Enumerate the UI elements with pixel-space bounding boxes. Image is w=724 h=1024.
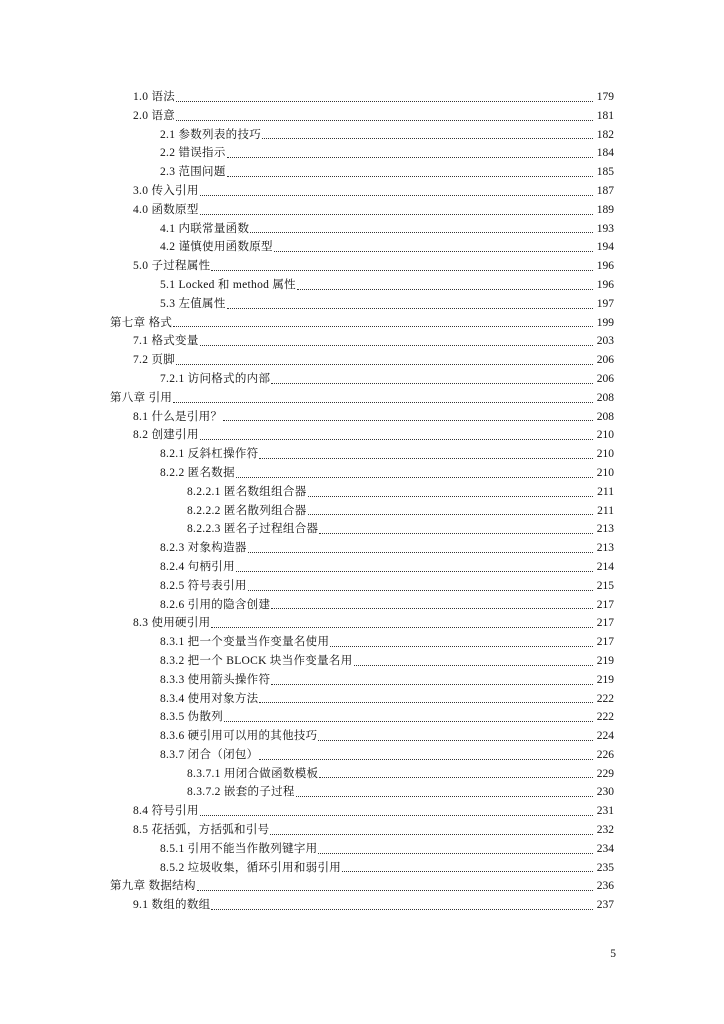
- toc-entry-page: 235: [596, 861, 614, 874]
- toc-entry-title: 第七章 格式: [110, 316, 173, 329]
- toc-entry-page: 194: [596, 241, 614, 254]
- toc-entry-title: 9.1 数组的数组: [133, 899, 211, 912]
- toc-entry-page: 208: [596, 391, 614, 404]
- toc-dot-leader: [296, 796, 593, 797]
- toc-entry-page: 232: [596, 824, 614, 837]
- toc-dot-leader: [227, 176, 593, 177]
- toc-entry[interactable]: [0, 314, 724, 333]
- toc-entry-title: 8.2.1 反斜杠操作符: [160, 448, 259, 461]
- toc-entry-title: 第九章 数据结构: [110, 880, 196, 893]
- toc-entry-page: 213: [596, 523, 614, 536]
- toc-entry-page: 217: [596, 598, 614, 611]
- toc-entry-title: 8.2.2.2 匿名散列组合器: [187, 504, 307, 517]
- toc-entry-page: 206: [596, 354, 614, 367]
- toc-entry-page: 215: [596, 579, 614, 592]
- toc-entry[interactable]: [0, 765, 724, 784]
- toc-entry-title: 5.0 子过程属性: [133, 260, 211, 273]
- toc-entry[interactable]: [0, 727, 724, 746]
- toc-entry-title: 7.2.1 访问格式的内部: [160, 372, 271, 385]
- toc-entry-title: 2.0 语意: [133, 109, 176, 122]
- toc-entry[interactable]: [0, 690, 724, 709]
- toc-entry-title: 8.4 符号引用: [133, 805, 199, 818]
- toc-entry-page: 210: [596, 429, 614, 442]
- toc-dot-leader: [211, 909, 593, 910]
- toc-entry-page: 189: [596, 203, 614, 216]
- toc-entry[interactable]: [0, 370, 724, 389]
- toc-entry-title: 8.5 花括弧，方括弧和引号: [133, 824, 270, 837]
- toc-entry-page: 181: [596, 109, 614, 122]
- toc-entry[interactable]: [0, 614, 724, 633]
- toc-entry[interactable]: [0, 389, 724, 408]
- toc-entry[interactable]: [0, 558, 724, 577]
- toc-entry-title: 8.3.1 把一个变量当作变量名使用: [160, 636, 330, 649]
- toc-entry-page: 197: [596, 297, 614, 310]
- toc-entry-page: 208: [596, 410, 614, 423]
- toc-dot-leader: [211, 627, 593, 628]
- toc-dot-leader: [200, 195, 593, 196]
- toc-entry[interactable]: [0, 859, 724, 878]
- toc-entry-title: 8.2 创建引用: [133, 429, 199, 442]
- toc-entry[interactable]: [0, 577, 724, 596]
- toc-entry[interactable]: [0, 220, 724, 239]
- toc-entry-page: 179: [596, 91, 614, 103]
- toc-entry[interactable]: [0, 652, 724, 671]
- toc-entry[interactable]: [0, 163, 724, 182]
- toc-entry-page: 231: [596, 805, 614, 818]
- toc-dot-leader: [200, 439, 593, 440]
- toc-entry-title: 8.3.6 硬引用可以用的其他技巧: [160, 730, 318, 743]
- toc-entry-page: 214: [596, 560, 614, 573]
- toc-entry-page: 213: [596, 542, 614, 555]
- toc-dot-leader: [223, 420, 593, 421]
- toc-entry-title: 7.1 格式变量: [133, 335, 199, 348]
- toc-entry[interactable]: [0, 257, 724, 276]
- toc-entry-page: 219: [596, 673, 614, 686]
- toc-dot-leader: [297, 289, 593, 290]
- toc-dot-leader: [248, 590, 593, 591]
- toc-dot-leader: [259, 759, 593, 760]
- toc-entry-title: 7.2 页脚: [133, 354, 176, 367]
- toc-entry-page: 237: [596, 899, 614, 912]
- toc-entry-page: 210: [596, 466, 614, 479]
- toc-entry-page: 230: [596, 786, 614, 799]
- toc-entry[interactable]: [0, 821, 724, 840]
- toc-dot-leader: [236, 477, 593, 478]
- toc-entry[interactable]: [0, 408, 724, 427]
- toc-entry[interactable]: [0, 332, 724, 351]
- toc-entry-title: 8.3.4 使用对象方法: [160, 692, 259, 705]
- toc-entry-title: 8.2.6 引用的隐含创建: [160, 598, 271, 611]
- toc-dot-leader: [200, 345, 593, 346]
- toc-entry[interactable]: [0, 746, 724, 765]
- toc-entry-page: 211: [597, 485, 614, 498]
- toc-entry-page: 211: [597, 504, 614, 517]
- toc-entry-title: 8.3.3 使用箭头操作符: [160, 673, 271, 686]
- toc-entry[interactable]: [0, 483, 724, 502]
- toc-entry-title: 2.1 参数列表的技巧: [160, 128, 262, 141]
- toc-entry[interactable]: [0, 126, 724, 145]
- toc-entry[interactable]: [0, 502, 724, 521]
- toc-dot-leader: [176, 364, 593, 365]
- toc-dot-leader: [342, 871, 593, 872]
- toc-dot-leader: [318, 740, 593, 741]
- toc-dot-leader: [248, 552, 593, 553]
- toc-entry-title: 8.3.5 伪散列: [160, 711, 224, 724]
- toc-entry-title: 8.5.1 引用不能当作散列键字用: [160, 842, 318, 855]
- toc-dot-leader: [319, 533, 593, 534]
- toc-entry-title: 8.2.2 匿名数据: [160, 466, 235, 479]
- toc-entry-page: 196: [596, 278, 614, 291]
- toc-entry-title: 8.3.2 把一个 BLOCK 块当作变量名用: [160, 654, 353, 667]
- toc-entry-page: 206: [596, 372, 614, 385]
- toc-dot-leader: [308, 514, 594, 515]
- toc-entry-page: 222: [596, 692, 614, 705]
- toc-entry[interactable]: [0, 633, 724, 652]
- toc-entry-page: 217: [596, 617, 614, 630]
- toc-entry[interactable]: [0, 802, 724, 821]
- toc-entry-page: 219: [596, 654, 614, 667]
- toc-dot-leader: [200, 815, 593, 816]
- toc-dot-leader: [197, 890, 593, 891]
- toc-dot-leader: [176, 120, 593, 121]
- toc-entry[interactable]: [0, 445, 724, 464]
- toc-dot-leader: [262, 138, 593, 139]
- toc-entry-page: 185: [596, 166, 614, 179]
- toc-dot-leader: [271, 684, 593, 685]
- toc-entry[interactable]: [0, 107, 724, 126]
- toc-entry-title: 2.3 范围问题: [160, 166, 226, 179]
- toc-dot-leader: [227, 308, 593, 309]
- toc-entry-title: 2.2 错误指示: [160, 147, 226, 160]
- toc-entry-title: 8.2.4 句柄引用: [160, 560, 235, 573]
- toc-entry-page: 234: [596, 842, 614, 855]
- toc-dot-leader: [259, 702, 593, 703]
- toc-entry[interactable]: [0, 295, 724, 314]
- toc-dot-leader: [319, 777, 593, 778]
- toc-entry-page: 196: [596, 260, 614, 273]
- toc-entry[interactable]: [0, 877, 724, 896]
- toc-dot-leader: [236, 571, 593, 572]
- toc-entry-page: 222: [596, 711, 614, 724]
- toc-dot-leader: [173, 326, 593, 327]
- toc-entry-title: 8.3.7 闭合（闭包）: [160, 748, 259, 761]
- toc-entry-page: 187: [596, 184, 614, 197]
- toc-entry-page: 236: [596, 880, 614, 893]
- toc-dot-leader: [224, 721, 593, 722]
- toc-entry[interactable]: [0, 520, 724, 539]
- toc-entry[interactable]: [0, 464, 724, 483]
- toc-dot-leader: [318, 853, 593, 854]
- toc-entry-title: 第八章 引用: [110, 391, 173, 404]
- table-of-contents: [0, 88, 724, 915]
- toc-entry-title: 8.1 什么是引用？: [133, 410, 223, 423]
- toc-entry-title: 8.3 使用硬引用: [133, 617, 211, 630]
- toc-dot-leader: [200, 214, 593, 215]
- toc-entry-title: 8.3.7.2 嵌套的子过程: [187, 786, 295, 799]
- toc-entry-title: 4.1 内联常量函数: [160, 222, 250, 235]
- toc-entry[interactable]: [0, 276, 724, 295]
- toc-entry[interactable]: [0, 182, 724, 201]
- toc-dot-leader: [330, 646, 593, 647]
- toc-entry-title: 8.3.7.1 用闭合做函数模板: [187, 767, 319, 780]
- toc-dot-leader: [271, 383, 593, 384]
- toc-entry-title: 3.0 传入引用: [133, 184, 199, 197]
- toc-dot-leader: [354, 665, 594, 666]
- toc-entry-title: 5.3 左值属性: [160, 297, 226, 310]
- toc-entry-title: 8.5.2 垃圾收集，循环引用和弱引用: [160, 861, 342, 874]
- toc-entry-page: 217: [596, 636, 614, 649]
- toc-entry-page: 226: [596, 748, 614, 761]
- toc-dot-leader: [176, 101, 593, 102]
- toc-entry-page: 199: [596, 316, 614, 329]
- toc-entry[interactable]: [0, 840, 724, 859]
- page-number: 5: [610, 948, 616, 960]
- toc-entry-page: 210: [596, 448, 614, 461]
- toc-dot-leader: [308, 496, 594, 497]
- toc-entry[interactable]: [0, 708, 724, 727]
- toc-entry[interactable]: [0, 596, 724, 615]
- toc-dot-leader: [259, 458, 593, 459]
- toc-dot-leader: [250, 232, 593, 233]
- toc-entry-page: 193: [596, 222, 614, 235]
- toc-dot-leader: [274, 251, 593, 252]
- toc-entry[interactable]: [0, 671, 724, 690]
- toc-entry[interactable]: [0, 539, 724, 558]
- toc-dot-leader: [211, 270, 593, 271]
- toc-entry-page: 184: [596, 147, 614, 160]
- toc-entry-title: 8.2.2.3 匿名子过程组合器: [187, 523, 319, 536]
- toc-entry[interactable]: [0, 426, 724, 445]
- toc-entry-title: 5.1 Locked 和 method 属性: [160, 278, 296, 291]
- toc-entry[interactable]: [0, 238, 724, 257]
- toc-dot-leader: [270, 834, 593, 835]
- toc-entry[interactable]: [0, 144, 724, 163]
- toc-entry-page: 224: [596, 730, 614, 743]
- toc-entry-title: 8.2.2.1 匿名数组组合器: [187, 485, 307, 498]
- toc-entry[interactable]: [0, 88, 724, 107]
- toc-dot-leader: [173, 402, 593, 403]
- toc-entry-title: 4.2 谨慎使用函数原型: [160, 241, 273, 254]
- toc-dot-leader: [227, 157, 593, 158]
- toc-entry[interactable]: [0, 783, 724, 802]
- toc-entry-title: 4.0 函数原型: [133, 203, 199, 216]
- toc-entry[interactable]: [0, 351, 724, 370]
- toc-entry-page: 203: [596, 335, 614, 348]
- toc-entry-title: 1.0 语法: [133, 91, 176, 103]
- toc-entry-title: 8.2.3 对象构造器: [160, 542, 247, 555]
- toc-entry-page: 229: [596, 767, 614, 780]
- toc-dot-leader: [271, 608, 593, 609]
- toc-entry-title: 8.2.5 符号表引用: [160, 579, 247, 592]
- toc-entry-page: 182: [596, 128, 614, 141]
- toc-entry[interactable]: [0, 896, 724, 915]
- toc-entry[interactable]: [0, 201, 724, 220]
